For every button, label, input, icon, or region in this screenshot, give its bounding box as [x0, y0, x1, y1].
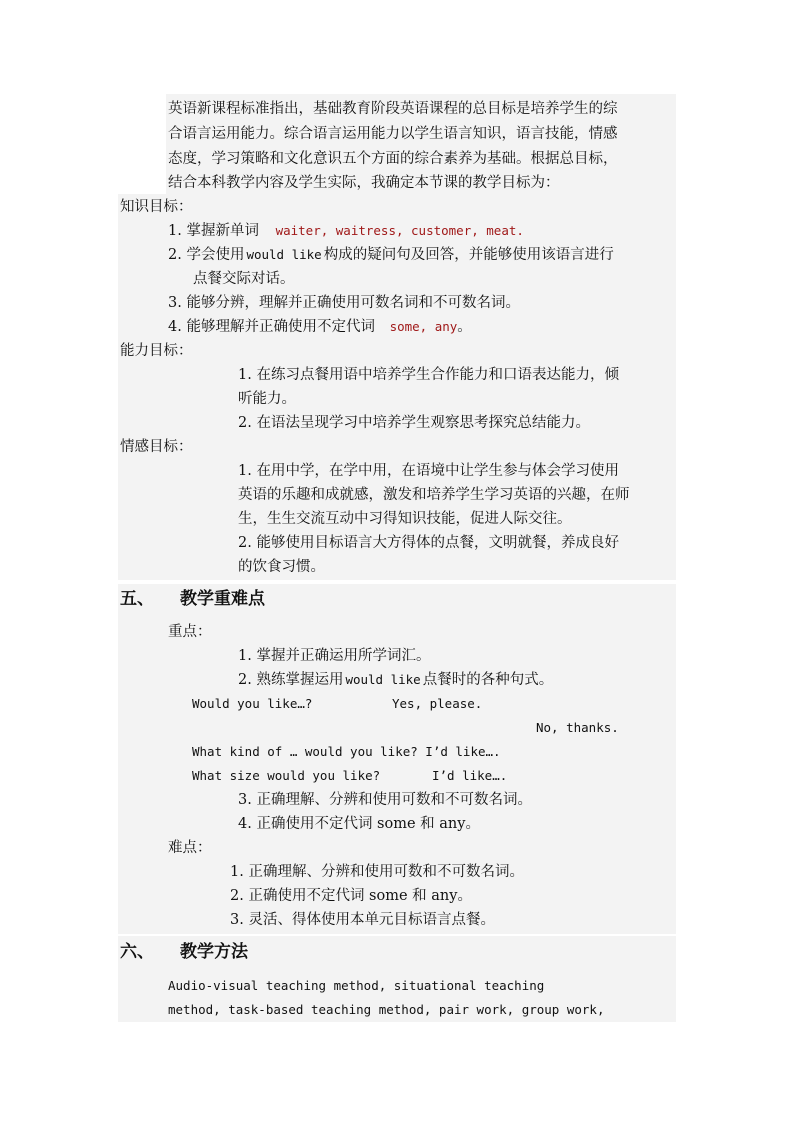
section-5-number: 五、: [120, 589, 154, 609]
intro-line: 合语言运用能力。综合语言运用能力以学生语言知识，语言技能，情感: [168, 126, 618, 142]
would-like-phrase: would like: [246, 247, 322, 262]
example-sentence-2: What kind of … would you like? I’d like….: [192, 744, 501, 759]
difficulty-item-3: 3. 灵活、得体使用本单元目标语言点餐。: [230, 912, 495, 928]
section-6-number: 六、: [120, 942, 154, 962]
emotion-item-1-cont: 英语的乐趣和成就感，激发和培养学生学习英语的兴趣，在师: [238, 487, 630, 503]
ability-item-1: 1. 在练习点餐用语中培养学生合作能力和口语表达能力，倾: [238, 367, 619, 383]
ability-heading: 能力目标：: [120, 343, 193, 359]
knowledge-item-2-cont: 点餐交际对话。: [193, 271, 295, 287]
example-answer-yes: Yes, please.: [392, 696, 483, 711]
intro-line: 英语新课程标准指出，基础教育阶段英语课程的总目标是培养学生的综: [168, 101, 618, 117]
emotion-heading: 情感目标：: [120, 439, 193, 455]
emotion-item-1: 1. 在用中学，在学中用，在语境中让学生参与体会学习使用: [238, 463, 619, 479]
knowledge-item-4-end: 。: [457, 319, 472, 335]
pronoun-words: some, any: [389, 319, 458, 334]
vocabulary-words: waiter, waitress, customer, meat.: [275, 223, 524, 238]
difficulty-heading: 难点：: [168, 840, 212, 856]
focus-item-3: 3. 正确理解、分辨和使用可数和不可数名词。: [238, 792, 532, 808]
knowledge-item-2-text: 构成的疑问句及回答，并能够使用该语言进行: [323, 247, 614, 263]
section-5-title: 教学重难点: [180, 589, 265, 609]
knowledge-item-3: 3. 能够分辨，理解并正确使用可数名词和不可数名词。: [168, 295, 520, 311]
emotion-item-1-cont: 生，生生交流互动中习得知识技能，促进人际交往。: [238, 511, 572, 527]
difficulty-item-2: 2. 正确使用不定代词 some 和 any。: [230, 888, 472, 904]
intro-line: 结合本科教学内容及学生实际，我确定本节课的教学目标为：: [168, 175, 560, 191]
ability-item-1-cont: 听能力。: [238, 391, 296, 407]
difficulty-item-1: 1. 正确理解、分辨和使用可数和不可数名词。: [230, 864, 524, 880]
focus-item-2-text: 2. 熟练掌握运用: [238, 672, 344, 688]
method-line-1: Audio-visual teaching method, situational teaching: [168, 978, 545, 993]
intro-line: 态度，学习策略和文化意识五个方面的综合素养为基础。根据总目标，: [168, 151, 618, 167]
emotion-item-2: 2. 能够使用目标语言大方得体的点餐，文明就餐，养成良好: [238, 535, 619, 551]
example-question-1: Would you like…?: [192, 696, 313, 711]
ability-item-2: 2. 在语法呈现学习中培养学生观察思考探究总结能力。: [238, 415, 590, 431]
emotion-item-2-cont: 的饮食习惯。: [238, 559, 325, 575]
focus-item-2-text: 点餐时的各种句式。: [422, 672, 554, 688]
knowledge-item-2-text: 2. 学会使用: [168, 247, 245, 263]
example-answer-no: No, thanks.: [536, 720, 619, 735]
knowledge-item-4-text: 4. 能够理解并正确使用不定代词: [168, 319, 375, 335]
knowledge-item-2: [168, 243, 614, 267]
knowledge-item-1-text: 1. 掌握新单词: [168, 223, 259, 239]
focus-heading: 重点：: [168, 624, 212, 640]
focus-item-2: [238, 668, 553, 692]
section-6-title: 教学方法: [180, 942, 248, 962]
focus-item-4: 4. 正确使用不定代词 some 和 any。: [238, 816, 480, 832]
knowledge-item-1: [168, 219, 524, 243]
would-like-phrase: would like: [345, 672, 421, 687]
knowledge-item-4: [168, 315, 472, 339]
focus-item-1: 1. 掌握并正确运用所学词汇。: [238, 648, 431, 664]
example-question-3: What size would you like?: [192, 768, 381, 783]
example-answer-3: I’d like….: [432, 768, 508, 783]
method-line-2: method, task-based teaching method, pair work, group work,: [168, 1002, 605, 1017]
knowledge-heading: 知识目标：: [120, 199, 193, 215]
